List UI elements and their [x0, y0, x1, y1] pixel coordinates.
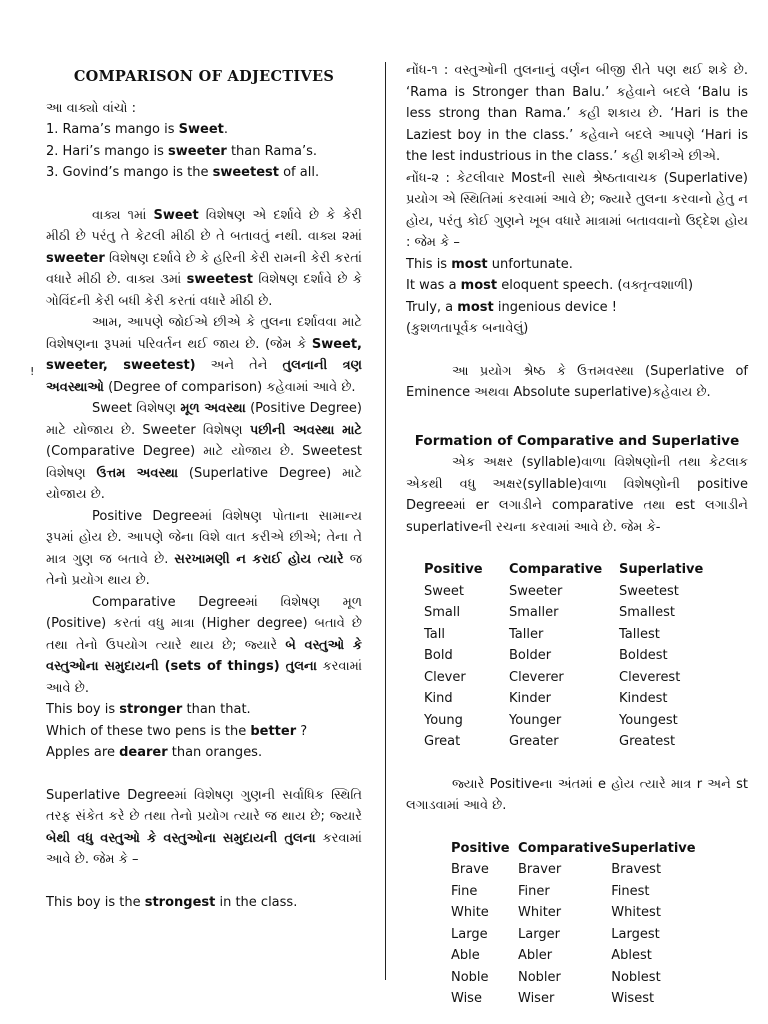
table-cell: Wisest — [611, 991, 655, 1006]
left-column — [46, 60, 362, 913]
paragraph: વાક્ય ૧માં Sweet વિશેષણ એ દર્શાવે છે કે કેરી મીઠી છે પરંતુ તે કેટલી મીઠી છે તે બતાવતું નથી. વાક્ય ૨માં sweeter વિશેષણ દર્શાવે છે કે હરિની કેરી રામની કેરી કરતાં વધારે મીઠી છે. વાક્ય ૩માં sweetest વિશેષણ દર્શાવે છે કે ગોવિંદની કેરી બધી કેરી કરતાં વધારે મીઠી છે. — [46, 207, 363, 309]
table-cell: Cleverer — [509, 669, 564, 685]
table-row — [424, 710, 719, 732]
example-list — [46, 119, 362, 184]
note-1: નોંધ-૧ : વસ્તુઓની તુલનાનું વર્ણન બીજી રીતે પણ થઈ શકે છે. ‘Rama is Stronger than Balu.’ કહેવાને બદલે ‘Balu is less strong than Rama.’ કહી શકાય છે. ‘Hari is the Laziest boy in the class.’ કહેવાને બદલે આપણે ‘Hari is the lest industrious in the class.’ કહી શકીએ છીએ. — [406, 63, 748, 164]
gloss-line: (કુશળતાપૂર્વક બનાવેલું) — [406, 321, 529, 336]
right-column — [406, 60, 748, 1010]
adjective-table-er — [424, 559, 719, 753]
table-cell: Kindest — [619, 691, 668, 706]
example-line: This boy is stronger than that. — [46, 702, 251, 717]
column-header: Positive — [424, 562, 483, 577]
table-cell: Bolder — [509, 648, 552, 663]
table-cell: Sweetest — [619, 583, 679, 599]
table-header-row — [451, 838, 711, 860]
table-cell: Finest — [611, 883, 650, 899]
table-cell: Largest — [611, 926, 660, 942]
table-cell: Nobler — [518, 969, 561, 985]
table-cell: Large — [451, 926, 488, 942]
paragraph: Comparative Degreeમાં વિશેષણ મૂળ (Positive) કરતાં વધુ માત્રા (Higher degree) બતાવે છે તથા તેનો ઉપયોગ ત્યારે થાય છે; જ્યારે બે વસ્તુઓ કે વસ્તુઓના સમુદાયની (sets of things) તુલના કરવામાં આવે છે. — [46, 594, 363, 696]
table-cell: Boldest — [619, 648, 668, 663]
table-cell: Fine — [451, 883, 478, 899]
table-cell: Great — [424, 734, 461, 749]
table-row — [424, 688, 719, 710]
table-cell: Kind — [424, 691, 453, 706]
note-2: નોંધ-૨ : કેટલીવાર Mostની સાથે શ્રેષ્ઠતાવાચક (Superlative) પ્રયોગ એ સ્થિતિમાં કરવામાં આવે છે; જ્યારે તુલના કરવાનો હેતુ ન હોય, પરંતુ કોઈ ગુણને ખૂબ વધારે માત્રામાં બતાવવાનો ઉદ્દેશ હોય : જેમ કે – — [406, 170, 748, 250]
table-cell: Brave — [451, 862, 489, 877]
table-row — [424, 581, 719, 603]
table-cell: Noblest — [611, 969, 661, 985]
table-row — [451, 988, 711, 1010]
example-line: 3. Govind’s mango is the sweetest of all. — [46, 165, 320, 180]
column-header: Comparative — [509, 562, 603, 577]
formation-paragraph: એક અક્ષર (syllable)વાળા વિશેષણોની તથા કેટલાક એકથી વધુ અક્ષર(syllable)વાળા વિશેષણોની positive Degreeમાં er લગાડીને comparative તથા est લગાડીને superlativeની રચના કરવામાં આવે છે. જેમ કે- — [406, 455, 748, 535]
table-cell: Sweeter — [509, 583, 563, 599]
table-cell: Sweet — [424, 583, 464, 599]
table-cell: Finer — [518, 883, 550, 899]
table-cell: Ablest — [611, 948, 652, 963]
table-cell: Larger — [518, 926, 560, 942]
table-cell: Smallest — [619, 605, 675, 620]
table-cell: Wise — [451, 991, 482, 1006]
table-row — [424, 667, 719, 689]
example-line: Which of these two pens is the better ? — [46, 723, 308, 739]
table-cell: Greater — [509, 734, 559, 749]
page-title: COMPARISON OF ADJECTIVES — [73, 68, 335, 85]
example-line: Truly, a most ingenious device ! — [406, 299, 617, 315]
table-cell: Whitest — [611, 905, 661, 920]
example-line: It was a most eloquent speech. (વક્તૃત્વશાળી) — [406, 278, 694, 293]
table-row — [424, 645, 719, 667]
column-divider — [385, 62, 386, 980]
formation-heading: Formation of Comparative and Superlative — [414, 432, 740, 449]
table-cell: Able — [451, 948, 480, 963]
e-rule-paragraph: જ્યારે Positiveના અંતમાં e હોય ત્યારે માત્ર r અને st લગાડવામાં આવે છે. — [406, 776, 748, 813]
table-cell: Youngest — [619, 712, 678, 728]
table-cell: Young — [424, 712, 463, 728]
table-cell: Younger — [509, 712, 562, 728]
column-header: Superlative — [611, 840, 696, 856]
table-cell: Kinder — [509, 691, 551, 706]
paragraph: Superlative Degreeમાં વિશેષણ ગુણની સર્વાધિક સ્થિતિ તરફ સંકેત કરે છે તથા તેનો પ્રયોગ ત્યારે જ થાય છે; જ્યારે બેથી વધુ વસ્તુઓ કે વસ્તુઓના સમુદાયની તુલના કરવામાં આવે છે. જેમ કે – — [46, 787, 362, 867]
paragraph: Positive Degreeમાં વિશેષણ પોતાના સામાન્ય રૂપમાં હોય છે. આપણે જેના વિશે વાત કરીએ છીએ; તેના તે માત્ર ગુણ જ બતાવે છે. સરખામણી ન કરાઈ હોય ત્યારે જ તેનો પ્રયોગ થાય છે. — [46, 508, 363, 588]
table-cell: Abler — [518, 948, 553, 963]
table-cell: Clever — [424, 669, 466, 685]
table-row — [451, 859, 711, 881]
table-cell: Bold — [424, 648, 453, 663]
table-cell: Greatest — [619, 734, 676, 749]
table-cell: Tallest — [619, 626, 660, 642]
table-header-row — [424, 559, 719, 581]
intro-line: આ વાક્યો વાંચો : — [46, 100, 137, 116]
example-line: 2. Hari’s mango is sweeter than Rama’s. — [46, 143, 318, 159]
table-cell: Cleverest — [619, 669, 681, 685]
adjective-table-e — [451, 838, 711, 1010]
column-header: Comparative — [518, 840, 612, 856]
table-cell: Taller — [509, 626, 544, 642]
table-row — [451, 967, 711, 989]
table-row — [451, 945, 711, 967]
table-row — [424, 602, 719, 624]
example-line: 1. Rama’s mango is Sweet. — [46, 122, 229, 137]
example-line: Apples are dearer than oranges. — [46, 745, 263, 760]
margin-mark: ! — [30, 365, 35, 378]
paragraph: Sweet વિશેષણ મૂળ અવસ્થા (Positive Degree) માટે યોજાય છે. Sweeter વિશેષણ પછીની અવસ્થા માટે (Comparative Degree) માટે યોજાય છે. Sweetest વિશેષણ ઉત્તમ અવસ્થા (Superlative Degree) માટે યોજાય છે. — [46, 401, 363, 502]
table-cell: Smaller — [509, 605, 559, 620]
table-cell: Wiser — [518, 991, 555, 1006]
paragraph: આમ, આપણે જોઈએ છીએ કે તુલના દર્શાવવા માટે વિશેષણના રૂપમાં પરિવર્તન થઈ જાય છે. (જેમ કે Sweet, sweeter, sweetest) અને તેને તુલનાની ત્રણ અવસ્થાઓ (Degree of comparison) કહેવામાં આવે છે. — [46, 315, 363, 395]
table-cell: Small — [424, 605, 461, 620]
example-line: This boy is the strongest in the class. — [46, 894, 298, 910]
table-row — [424, 624, 719, 646]
table-cell: Braver — [518, 862, 562, 877]
table-cell: White — [451, 905, 489, 920]
column-header: Superlative — [619, 562, 704, 577]
table-cell: Tall — [424, 626, 445, 642]
table-row — [451, 881, 711, 903]
eminence-paragraph: આ પ્રયોગ શ્રેષ્ઠ કે ઉત્તમવસ્થા (Superlative of Eminence અથવા Absolute superlative)કહેવાય છે. — [406, 363, 748, 400]
table-row — [424, 731, 719, 753]
example-line: This is most unfortunate. — [406, 256, 573, 272]
table-row — [451, 902, 711, 924]
table-cell: Whiter — [518, 905, 562, 920]
column-header: Positive — [451, 840, 510, 856]
table-cell: Noble — [451, 969, 489, 985]
table-cell: Bravest — [611, 862, 662, 877]
table-row — [451, 924, 711, 946]
